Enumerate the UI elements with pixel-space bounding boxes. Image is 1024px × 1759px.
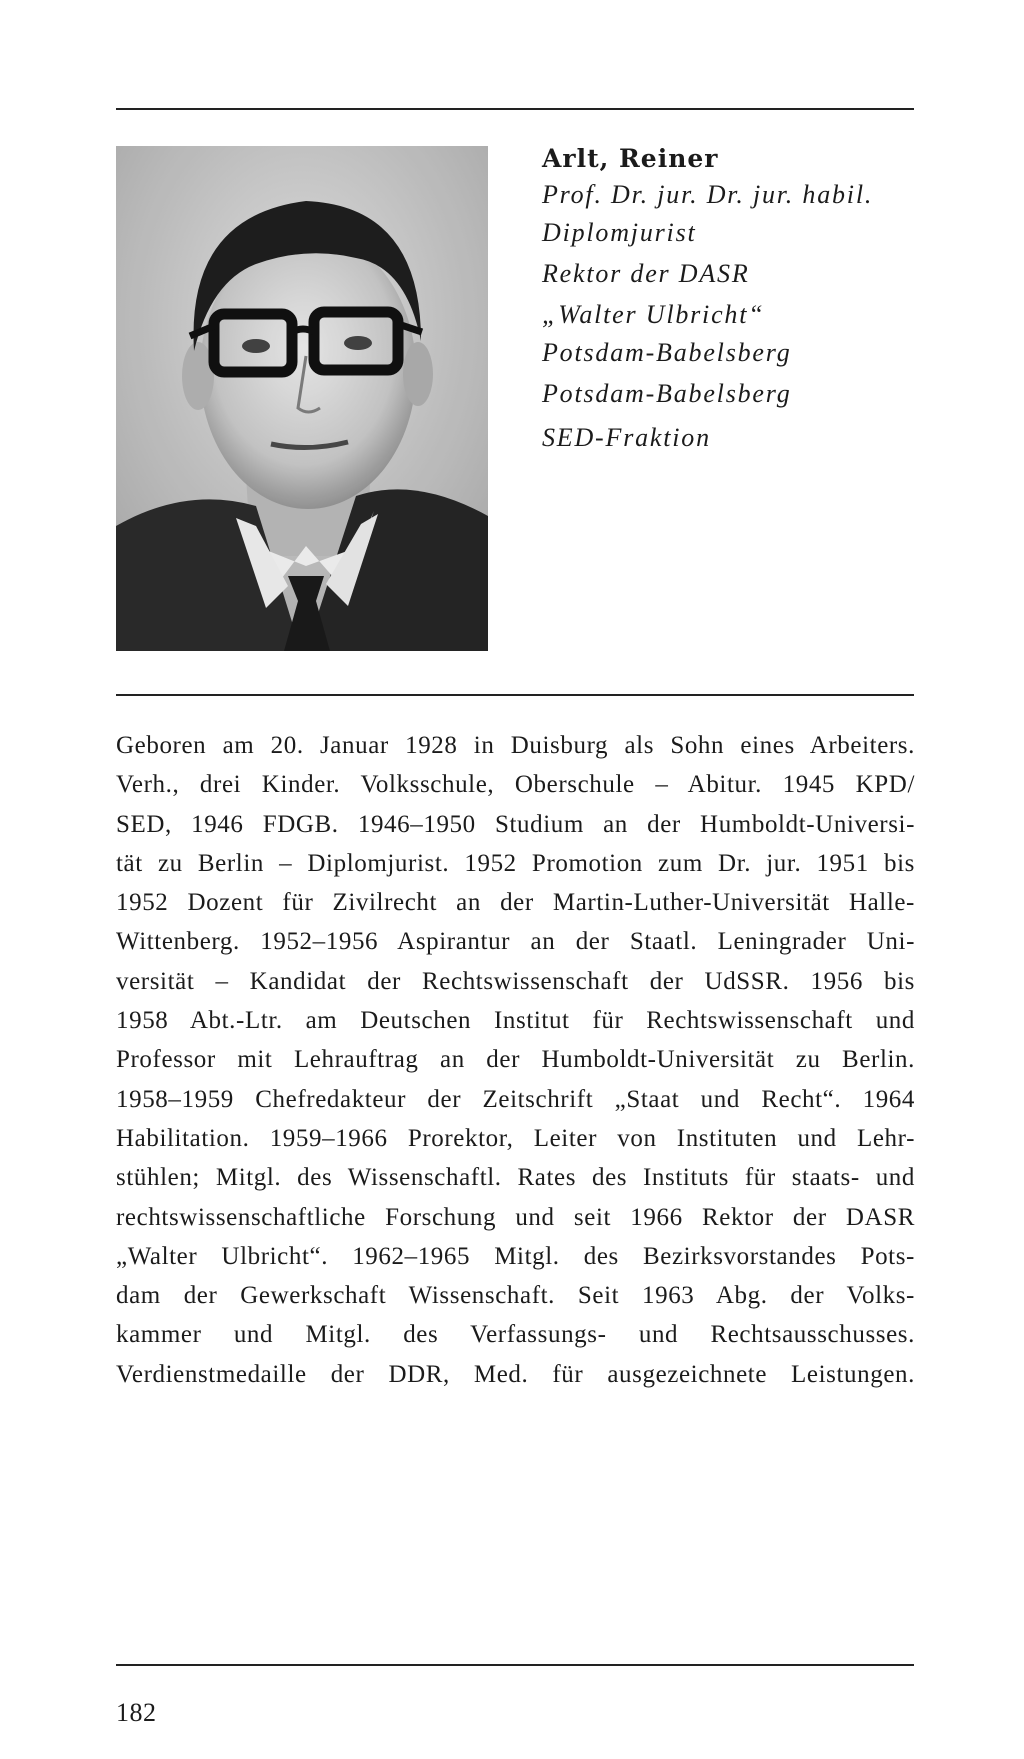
academic-title: Prof. Dr. jur. Dr. jur. habil. (542, 180, 874, 209)
degree: Diplomjurist (542, 218, 697, 247)
biography-line: Geboren am 20. Januar 1928 in Duisburg als Sohn eines Arbeiters. (116, 732, 915, 759)
middle-rule (116, 694, 914, 696)
entry-header (542, 142, 914, 460)
workplace-location: Potsdam-Babelsberg (542, 338, 792, 367)
bottom-rule (116, 1664, 914, 1666)
biography-line: dam der Gewerkschaft Wissenschaft. Seit 1963 Abg. der Volks- (116, 1282, 915, 1310)
biography-line: 1952 Dozent für Zivilrecht an der Martin-Luther-Universität Halle- (116, 889, 915, 917)
biography-line: Wittenberg. 1952–1956 Aspirantur an der Staatl. Leningrader Uni- (116, 928, 915, 956)
institution: „Walter Ulbricht“ (542, 300, 765, 329)
biography-line: versität – Kandidat der Rechtswissenschaft der UdSSR. 1956 bis (116, 967, 915, 995)
biography-line: Verh., drei Kinder. Volksschule, Oberschule – Abitur. 1945 KPD/ (116, 771, 915, 799)
faction: SED-Fraktion (542, 423, 711, 452)
top-rule (116, 108, 914, 110)
residence: Potsdam-Babelsberg (542, 379, 792, 408)
biography-line: Verdienstmedaille der DDR, Med. für ausgezeichnete Leistungen. (116, 1360, 915, 1388)
person-name: Arlt, Reiner (542, 144, 719, 173)
biography-text (116, 726, 915, 1394)
position: Rektor der DASR (542, 259, 750, 288)
portrait-photo (116, 146, 488, 651)
biography-line: stühlen; Mitgl. des Wissenschaftl. Rates des Instituts für staats- und (116, 1164, 915, 1192)
biography-line: „Walter Ulbricht“. 1962–1965 Mitgl. des Bezirksvorstandes Pots- (116, 1242, 915, 1270)
page-number: 182 (116, 1698, 157, 1727)
biography-line: SED, 1946 FDGB. 1946–1950 Studium an der Humboldt-Universi- (116, 810, 915, 838)
biography-line: kammer und Mitgl. des Verfassungs- und Rechtsausschusses. (116, 1321, 915, 1349)
biography-line: Professor mit Lehrauftrag an der Humboldt-Universität zu Berlin. (116, 1046, 915, 1074)
biography-line: rechtswissenschaftliche Forschung und seit 1966 Rektor der DASR (116, 1203, 915, 1231)
biography-line: 1958–1959 Chefredakteur der Zeitschrift „Staat und Recht“. 1964 (116, 1085, 915, 1113)
biography-line: 1958 Abt.-Ltr. am Deutschen Institut für Rechtswissenschaft und (116, 1007, 915, 1035)
biography-line: tät zu Berlin – Diplomjurist. 1952 Promotion zum Dr. jur. 1951 bis (116, 849, 915, 877)
biography-line: Habilitation. 1959–1966 Prorektor, Leiter von Instituten und Lehr- (116, 1124, 915, 1152)
